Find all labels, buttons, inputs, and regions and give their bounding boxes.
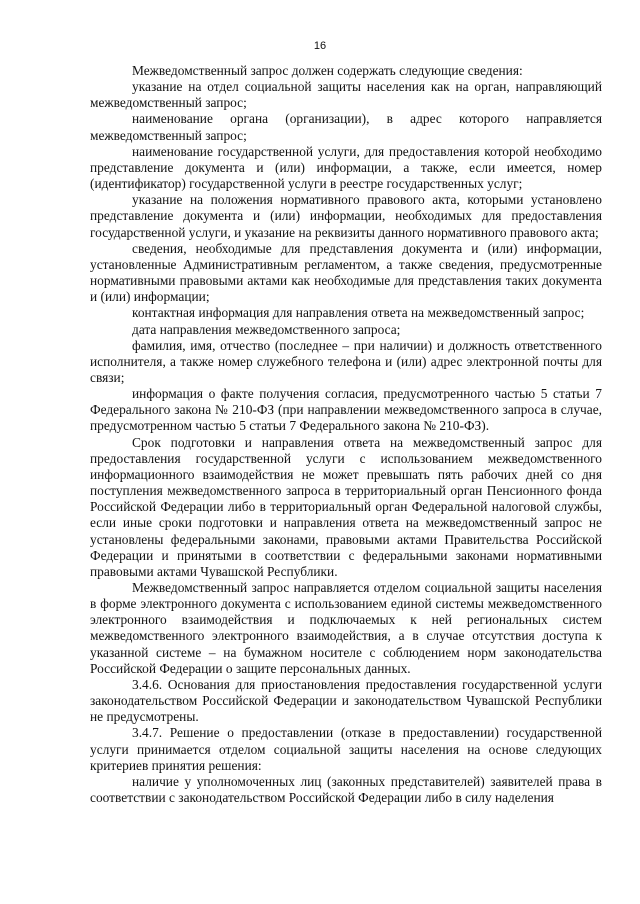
document-body [90,63,602,806]
paragraph: фамилия, имя, отчество (последнее – при наличии) и должность ответственного исполнителя, а также номер служебного телефона и (или) адрес электронной почты для связи; [90,337,602,385]
paragraph: Срок подготовки и направления ответа на межведомственный запрос для предоставления государственной услуги с использованием межведомственного информационного взаимодействия не может превышать пять рабочих дней со дня поступления межведомственного запроса в территориальный орган Пенсионного фонда Российской Федерации либо в территориальный орган Федеральной налоговой службы, если иные сроки подготовки и направления ответа на межведомственный запрос не установлены федеральными законами, правовыми актами Правительства Российской Федерации и принятыми в соответствии с федеральными законами нормативными правовыми актами Чувашской Республики. [90,434,602,579]
paragraph: наименование органа (организации), в адрес которого направляется межведомственный запрос; [90,111,602,143]
paragraph: указание на отдел социальной защиты населения как на орган, направляющий межведомственный запрос; [90,79,602,111]
paragraph: наименование государственной услуги, для предоставления которой необходимо представление документа и (или) информации, а также, если имеется, номер (идентификатор) государственной услуги в реестре государственных услуг; [90,143,602,192]
paragraph: информация о факте получения согласия, предусмотренного частью 5 статьи 7 Федерального закона № 210-ФЗ (при направлении межведомственного запроса в случае, предусмотренном частью 5 статьи 7 Федерального закона № 210-ФЗ). [90,386,602,434]
paragraph: указание на положения нормативного правового акта, которыми установлено представление документа и (или) информации, необходимых для предоставления государственной услуги, и указание на реквизиты данного нормативного правового акта; [90,192,602,240]
paragraph: сведения, необходимые для представления документа и (или) информации, установленные Административным регламентом, а также сведения, предусмотренные нормативными правовыми актами как необходимые для представления таких документа и (или) информации; [90,240,602,305]
paragraph: Межведомственный запрос направляется отделом социальной защиты населения в форме электронного документа с использованием единой системы межведомственного электронного взаимодействия и подключаемых к ней региональных систем межведомственного электронного взаимодействия, а в случае отсутствия доступа к указанной системе – на бумажном носителе с соблюдением норм законодательства Российской Федерации о защите персональных данных. [90,580,602,676]
paragraph: 3.4.7. Решение о предоставлении (отказе в предоставлении) государственной услуги принимается отделом социальной защиты населения на основе следующих критериев принятия решения: [90,725,602,773]
paragraph: дата направления межведомственного запроса; [132,321,401,337]
paragraph: контактная информация для направления ответа на межведомственный запрос; [132,305,585,321]
paragraph: наличие у уполномоченных лиц (законных представителей) заявителей права в соответствии с законодательством Российской Федерации либо в силу наделения [90,773,602,806]
paragraph: Межведомственный запрос должен содержать следующие сведения: [132,63,523,78]
page-number: 16 [313,40,327,52]
paragraph: 3.4.6. Основания для приостановления предоставления государственной услуги законодательством Российской Федерации и законодательством Чувашской Республики не предусмотрены. [90,676,602,725]
